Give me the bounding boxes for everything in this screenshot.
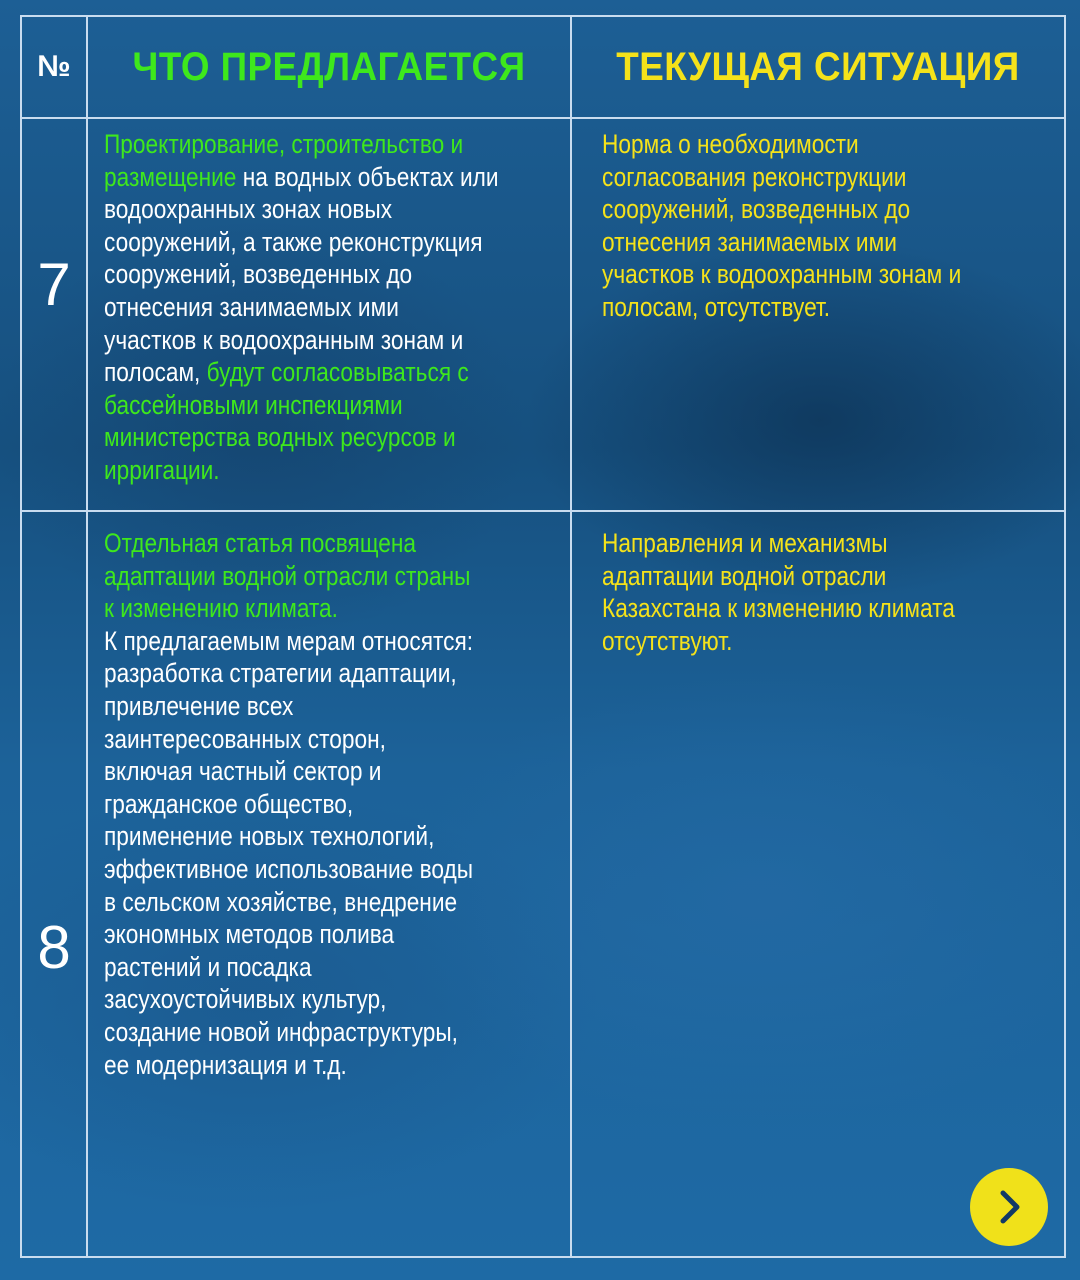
header-proposed: ЧТО ПРЕДЛАГАЕТСЯ <box>132 44 526 89</box>
table-border-header <box>20 117 1066 119</box>
table-border-bottom <box>20 1256 1066 1258</box>
next-button[interactable] <box>970 1168 1048 1246</box>
proposed-highlight: Отдельная статья посвящена адаптации водной отрасли страны к изменению климата. <box>104 528 471 624</box>
header-number: № <box>37 50 71 83</box>
table-divider-middle <box>570 15 572 1258</box>
proposed-text: на водных объектах или водоохранных зонах новых сооружений, а также реконструкция сооружений, возведенных до отнесения занимаемых ими участков к водоохранным зонам и полосам, <box>104 161 499 388</box>
row-number: 7 <box>37 251 71 318</box>
row-number: 8 <box>37 914 71 981</box>
row-7-proposed <box>104 128 568 487</box>
row-8-current: Направления и механизмы адаптации водной отрасли Казахстана к изменению климата отсутствуют. <box>602 528 955 656</box>
table-border-row7 <box>20 510 1066 512</box>
proposed-highlight: Проектирование, строительство и размещение <box>104 129 464 192</box>
proposed-text: К предлагаемым мерам относятся: разработка стратегии адаптации, привлечение всех заинтересованных сторон, включая частный сектор и гражданское общество, применение новых технологий, эффективное использование воды в сельском хозяйстве, внедрение экономных методов полива растений и посадка засухоустойчивых культур, создание новой инфраструктуры, ее модернизация и т.д. <box>104 625 474 1080</box>
table-divider-number <box>86 15 88 1258</box>
row-8-proposed <box>104 527 568 1081</box>
table-border-left <box>20 15 22 1258</box>
row-7-current: Норма о необходимости согласования реконструкции сооружений, возведенных до отнесения занимаемых ими участков к водоохранным зонам и полосам, отсутствует. <box>602 129 962 322</box>
proposed-highlight: будут согласовываться с бассейновыми инспекциями министерства водных ресурсов и ирригации. <box>104 357 469 485</box>
chevron-right-icon <box>989 1187 1029 1227</box>
header-current: ТЕКУЩАЯ СИТУАЦИЯ <box>616 44 1020 89</box>
